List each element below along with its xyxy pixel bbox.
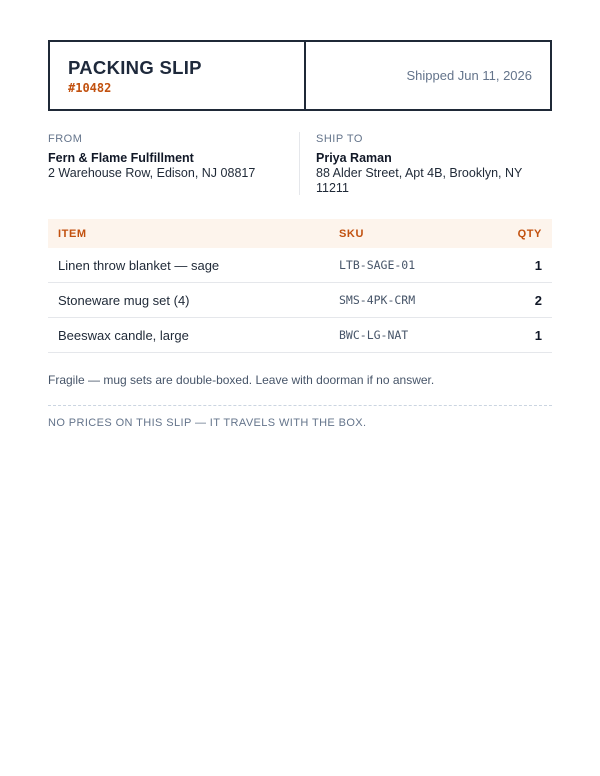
item-qty: 2: [486, 283, 552, 318]
ship-date-block: [306, 42, 550, 109]
table-row: [48, 318, 552, 353]
table-header-row: [48, 219, 552, 248]
shipped-date: Shipped Jun 11, 2026: [406, 68, 532, 83]
item-sku: SMS-4PK-CRM: [339, 283, 486, 318]
items-table: [48, 219, 552, 353]
page-title: PACKING SLIP: [68, 57, 202, 78]
packing-slip: [48, 40, 552, 429]
column-header-qty: QTY: [517, 227, 542, 240]
from-label: FROM: [48, 133, 83, 145]
item-name: Beeswax candle, large: [48, 318, 339, 353]
order-number: #10482: [68, 81, 112, 95]
item-name: Stoneware mug set (4): [48, 283, 339, 318]
item-name: Linen throw blanket — sage: [48, 248, 339, 283]
slip-header: [48, 40, 552, 111]
ship-to-name: Priya Raman: [316, 151, 392, 165]
title-block: [50, 42, 306, 109]
from-address-line: 2 Warehouse Row, Edison, NJ 08817: [48, 166, 256, 180]
from-name: Fern & Flame Fulfillment: [48, 151, 194, 165]
item-sku: BWC-LG-NAT: [339, 318, 486, 353]
dashed-divider: [48, 405, 552, 406]
table-row: [48, 283, 552, 318]
item-qty: 1: [486, 248, 552, 283]
item-qty: 1: [486, 318, 552, 353]
item-sku: LTB-SAGE-01: [339, 248, 486, 283]
footer-note: NO PRICES ON THIS SLIP — IT TRAVELS WITH THE BOX.: [48, 417, 367, 429]
ship-to-address-line: 88 Alder Street, Apt 4B, Brooklyn, NY 11211: [316, 166, 523, 195]
column-header-sku: SKU: [339, 227, 365, 240]
ship-to-label: SHIP TO: [316, 133, 363, 145]
ship-to-address: [300, 132, 552, 196]
table-row: [48, 248, 552, 283]
address-section: [48, 132, 552, 196]
from-address: [48, 132, 300, 195]
column-header-item: ITEM: [58, 227, 87, 240]
handling-note: Fragile — mug sets are double-boxed. Leave with doorman if no answer.: [48, 373, 435, 387]
